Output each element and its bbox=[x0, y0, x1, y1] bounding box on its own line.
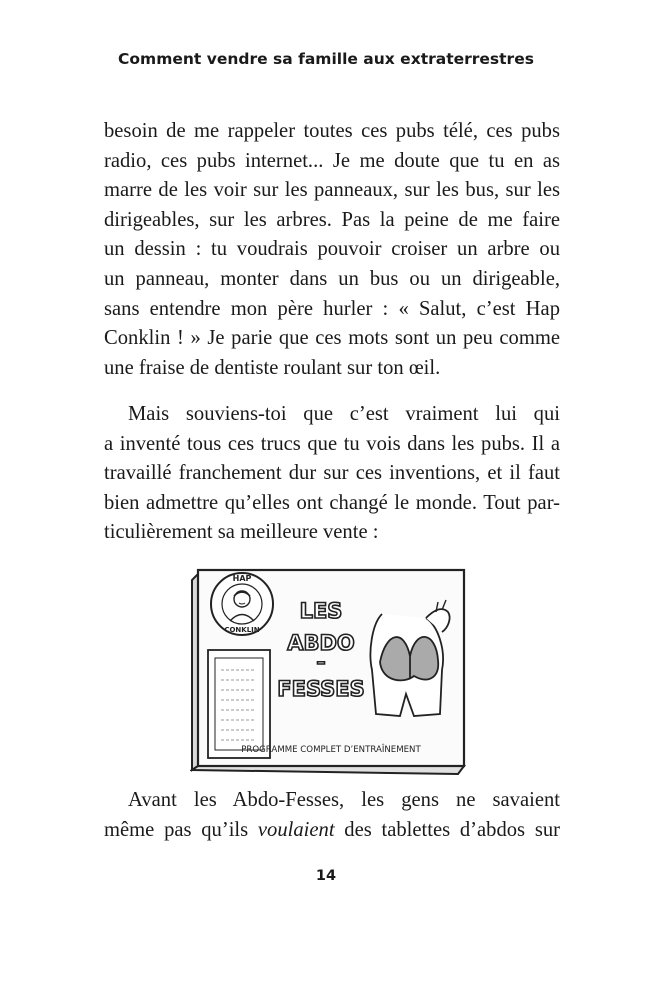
text-line-with-italic bbox=[104, 816, 560, 846]
text-line: radio, ces pubs internet... Je me doute que tu en as bbox=[104, 149, 560, 172]
text-segment: même pas qu’ils bbox=[104, 818, 258, 841]
text-line: travaillé franchement dur sur ces inventions, et il faut bbox=[104, 462, 560, 485]
box-caption: PROGRAMME COMPLET D’ENTRAÎNEMENT bbox=[241, 745, 421, 755]
title-line: FESSES bbox=[277, 677, 365, 701]
text-segment: des tablettes d’abdos sur bbox=[334, 818, 560, 841]
buttocks-drawing bbox=[370, 600, 449, 716]
hap-conklin-logo bbox=[211, 573, 273, 635]
title-line: – bbox=[316, 652, 326, 673]
text-line: a inventé tous ces trucs que tu vois dans les pubs. Il a bbox=[104, 432, 560, 455]
text-line: Conklin ! » Je parie que ces mots sont un peu comme bbox=[104, 327, 560, 350]
text-line: marre de les voir sur les panneaux, sur les bus, sur les bbox=[104, 179, 560, 202]
logo-conklin-text: CONKLIN bbox=[224, 626, 260, 634]
text-line: sans entendre mon père hurler : « Salut, c’est Hap bbox=[104, 297, 560, 320]
paragraph-3 bbox=[104, 786, 560, 845]
text-line: un panneau, monter dans un bus ou un dirigeable, bbox=[104, 267, 560, 290]
logo-hap-text: HAP bbox=[232, 574, 252, 583]
running-header: Comment vendre sa famille aux extraterrestres bbox=[118, 50, 534, 68]
text-line: ticulièrement sa meilleure vente : bbox=[104, 521, 379, 544]
text-line: Mais souviens-toi que c’est vraiment lui qui bbox=[128, 403, 560, 425]
text-line: bien admettre qu’elles ont changé le monde. Tout par- bbox=[104, 491, 560, 514]
product-box-drawing bbox=[190, 566, 470, 778]
paragraph-1 bbox=[104, 117, 560, 383]
italic-word: voulaient bbox=[257, 818, 335, 841]
text-line: une fraise de dentiste roulant sur ton œil. bbox=[104, 356, 441, 379]
booklet-icon bbox=[208, 650, 270, 758]
text-line: besoin de me rappeler toutes ces pubs télé, ces pubs bbox=[104, 120, 560, 142]
page-number: 14 bbox=[315, 868, 337, 884]
text-line: un dessin : tu voudrais pouvoir croiser un arbre ou bbox=[104, 238, 560, 261]
paragraph-2 bbox=[104, 400, 560, 548]
title-line: ABDO bbox=[287, 631, 355, 655]
text-line: Avant les Abdo-Fesses, les gens ne savaient bbox=[128, 789, 560, 811]
text-line: dirigeables, sur les arbres. Pas la peine de me faire bbox=[104, 208, 560, 231]
title-line: LES bbox=[299, 599, 343, 623]
abdo-fesses-illustration bbox=[190, 566, 470, 778]
